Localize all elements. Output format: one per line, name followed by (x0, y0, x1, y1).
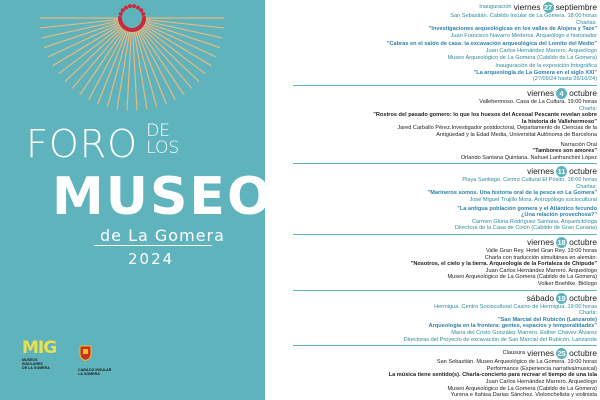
title-year: 2024 (128, 250, 175, 268)
day-badge: 4 (556, 88, 567, 99)
talk-title: "Nosotros, el cielo y la tierra. Arqueología de la Fortaleza de Chipude" (410, 261, 597, 268)
logo-cabildo (78, 345, 128, 376)
event-clausura: Clausura viernes 25 octubre San Sebastián. Museo Arqueológico de La Gomera. 19:00 horas Performance (Experiencia narrativa/musical) La música tiene sentido(s). Charla-concierto para recrear el tiempo de una isla Juan Carlos Hernández Marrero. Arqueólogo Museo Arqueológico de La Gomera (Cabildo de La Gomera) Yurena e Itahisa Darias Sánchez. Violonchelista y violinista (265, 348, 597, 399)
event-inauguracion: Inauguración viernes 27 septiembre San Sebastián. Cabildo Insular de La Gomera. 18:00 horas Charlas: "Investigaciones arqueológicas en los valles de Alojera y Taze" Juan Francisco Navarro Mederos. Arqueólogo e historiador "Cabras en el salón de casa: la excavación arqueológica del Lomito del Medio" Juan Carlos Hernández Marrero. Arqueólogo Museo Arqueológico de La Gomera (Cabildo de La Gomera) Inauguración de la exposición fotográfica "La arqueología de La Gomera en el siglo XXI" (27/09/24 hasta 26/10/24) (265, 2, 597, 83)
event-vallehermoso: viernes 4 octubre Vallehermoso. Casa de La Cultura. 19:00 horas Charla: "Rostros del pasado gomero: lo que los huesos del Acesoal Pescante revelan sobre la historia de Vallehermoso" Jared Carballo Pérez.Investigador postdoctoral, Departamento de Ciencias de la Antigüedad y la Edad Media, Universitat Autònoma de Barcelona Narración Oral "Tambores son amores" Orlando Santana Quintana. Nahuel Lanfranchini López (265, 88, 597, 161)
matchstick (107, 30, 128, 107)
event-date: viernes 11 octubre (527, 166, 597, 177)
cabildo-shield-icon (79, 345, 92, 361)
day-badge: 27 (543, 3, 553, 12)
matchstick-head (118, 16, 122, 20)
matchstick-head (124, 6, 128, 10)
event-date: Inauguración viernes 27 septiembre (479, 2, 597, 13)
event-date: Clausura viernes 25 octubre (502, 348, 597, 359)
expo-title: "La arqueología de La Gomera en el siglo XXI" (473, 69, 597, 76)
logo-cabildo-caption: CABILDO INSULAR LA GOMERA (78, 368, 112, 377)
divider (293, 163, 597, 164)
talk-title: "Rostros del pasado gomero: lo que los huesos del Acesoal Pescante revelan sobre (373, 112, 597, 119)
talk-title: "La antigua población gomera y el Atlántico fecundo (457, 205, 597, 212)
logo-mig-caption: MUSEOS INSULARES DE LA GOMERA (22, 358, 50, 371)
divider (293, 85, 597, 86)
matchstick-sunburst-illustration (0, 0, 265, 120)
title-museos: MUSEOS (52, 167, 313, 227)
day-badge: 18 (557, 238, 566, 248)
matchstick-head (141, 12, 145, 16)
talk-title: "Cabras en el salón de casa: la excavación arqueológica del Lomito del Medio" (386, 41, 597, 48)
title-gomera: de La Gomera (100, 226, 225, 245)
matchstick-head (136, 6, 140, 10)
divider (293, 234, 597, 235)
divider (293, 345, 597, 346)
matchstick-head (132, 4, 136, 8)
talk-title: "San Marcial del Rubicón (Lanzarote) (497, 316, 597, 323)
event-playa-santiago: viernes 11 octubre Playa Santiago. Centro Cultural El Pósito. 18:00 horas Charlas: "Marineros somos. Una historia oral de la pesca en La Gomera" José Miguel Trujillo Mora. Antropólogo sociocultural "La antigua población gomera y el Atlántico fecundo ¿Una relación provechosa?" Carmen Gloria Rodríguez Santana. Arqueóctóloga Directora de la Casa de Colón (Cabildo de Gran Canaria) (265, 166, 597, 232)
title-foro: FORO DE LOS (26, 121, 180, 166)
talk-title: "Marineros somos. Una historia oral de la pesca en La Gomera" (427, 190, 597, 197)
matchstick (53, 24, 122, 65)
event-hermigua: sábado 19 octubre Hermigua. Centro Sociocultural Casino de Hermigua. 19:00 horas Charla: "San Marcial del Rubicón (Lanzarote) Arqueología en la frontera: gentes, espacios y temporalidades" María del Cristo González Marrero. Esther Chávez Álvarez Directoras del Proyecto de excavación de San Marcial del Rubicón, Lanzarote (265, 293, 597, 344)
day-badge: 19 (557, 293, 566, 303)
day-badge: 25 (557, 349, 566, 359)
matchstick-head (119, 12, 123, 16)
day-badge: 11 (557, 167, 566, 177)
event-date: viernes 4 octubre (527, 88, 597, 99)
performance-title: La música tiene sentido(s). Charla-concierto para recrear el tiempo de una isla (388, 372, 597, 379)
matchstick (135, 30, 156, 107)
narration-title: "Tambores son amores" (532, 148, 597, 155)
matchstick-head (121, 8, 125, 12)
matchstick (142, 24, 211, 65)
matchstick-head (142, 16, 146, 20)
talk-title: "Investigaciones arqueológicas en los valles de Alojera y Taze" (428, 26, 597, 33)
title-underline (94, 245, 212, 246)
matchstick-head (139, 8, 143, 12)
event-date: viernes 18 octubre (527, 237, 597, 248)
program-panel (265, 0, 600, 400)
event-valle-gran-rey: viernes 18 octubre Valle Gran Rey. Hotel Gran Rey. 19:00 horas Charla con traducción simultánea en alemán: "Nosotros, el cielo y la tierra. Arqueología de la Fortaleza de Chipude" Juan Carlos Hernández Marrero. Arqueólogo Museo Arqueológico de La Gomera (Cabildo de La Gomera) Volker Boehlke. Biólogo (265, 237, 597, 288)
event-date: sábado 19 octubre (526, 292, 597, 303)
title-de-los: DE LOS (146, 121, 180, 158)
logo-mig-text: MIG (22, 338, 57, 358)
matchstick-head (128, 4, 132, 8)
logo-museos-insulares (22, 340, 62, 371)
divider (293, 290, 597, 291)
